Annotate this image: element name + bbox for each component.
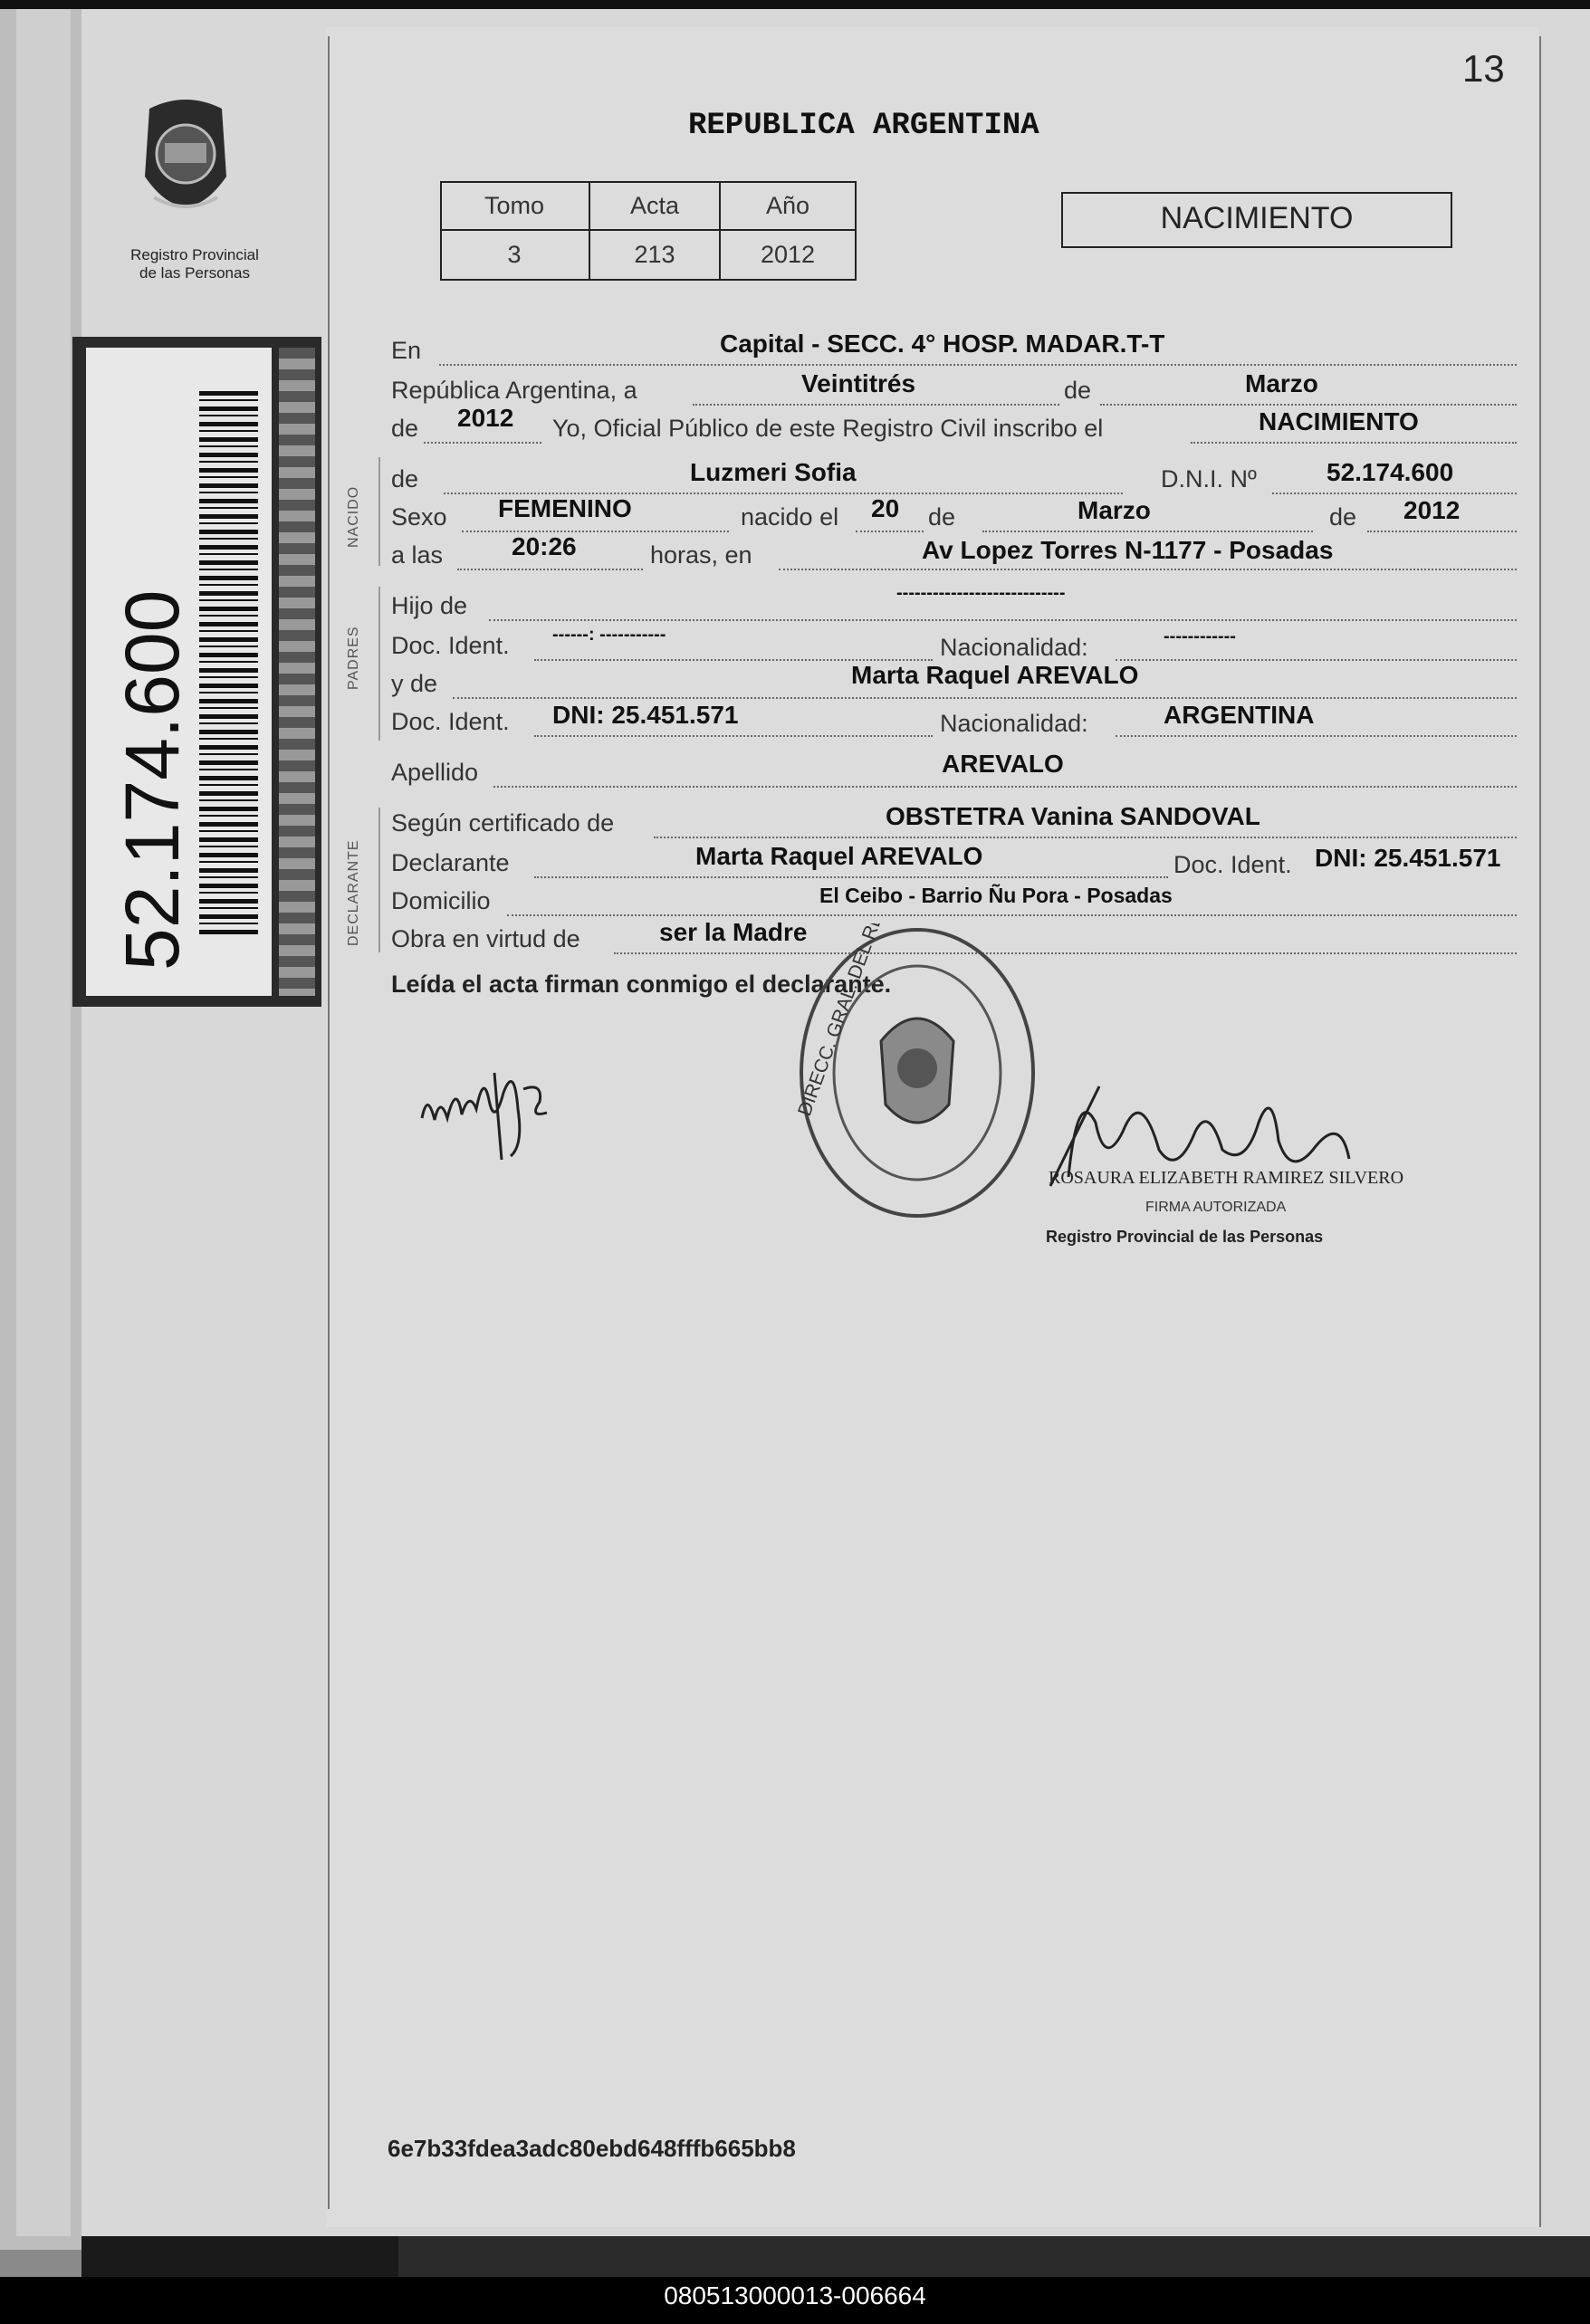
lugar: Av Lopez Torres N-1177 - Posadas <box>922 536 1334 564</box>
registry-table-divider <box>440 229 855 231</box>
obra-dots <box>614 952 1517 954</box>
logo-caption-2: de las Personas <box>139 264 250 282</box>
page-lower-edge-shade <box>398 2236 1590 2277</box>
nacido-label: nacido el <box>741 503 839 531</box>
registry-header-tomo: Tomo <box>484 192 545 219</box>
nac1-label: Nacionalidad: <box>940 634 1088 661</box>
de-label: de <box>1064 377 1092 404</box>
de4-label: de <box>928 503 956 531</box>
doc1-value: ------: ----------- <box>552 625 666 645</box>
province-logo <box>136 91 235 226</box>
mes-nac: Marzo <box>1078 496 1151 524</box>
de5-label: de <box>1329 503 1357 531</box>
declarante: Marta Raquel AREVALO <box>695 842 983 870</box>
registry-table <box>440 181 857 281</box>
page-number: 13 <box>1462 47 1505 90</box>
madre-dots <box>453 697 1517 699</box>
domicilio: El Ceibo - Barrio Ñu Pora - Posadas <box>819 884 1173 907</box>
certificado-dots <box>654 837 1517 838</box>
inscripcion: NACIMIENTO <box>1259 407 1419 435</box>
republica-label: República Argentina, a <box>391 377 637 404</box>
dia-nac-dots <box>856 531 924 532</box>
certificado: OBSTETRA Vanina SANDOVAL <box>886 802 1260 830</box>
official-org: Registro Provincial de las Personas <box>1046 1228 1324 1246</box>
right-margin-line <box>1539 36 1541 2227</box>
doc2-label: Doc. Ident. <box>391 708 510 735</box>
mes-acta-dots <box>1100 404 1517 406</box>
yo-text: Yo, Oficial Público de este Registro Civil inscribo el <box>552 415 1104 442</box>
barcode <box>199 391 258 934</box>
apellido-dots <box>493 786 1517 788</box>
declarante-dots <box>534 876 1168 878</box>
inscripcion-dots <box>1191 442 1517 444</box>
doc3-value: DNI: 25.451.571 <box>1315 844 1501 872</box>
act-type: NACIMIENTO <box>1160 201 1354 235</box>
doc2-value: DNI: 25.451.571 <box>552 701 739 729</box>
sexo-label: Sexo <box>391 503 447 531</box>
book-spine-inner <box>16 9 71 2236</box>
alas-label: a las <box>391 541 444 569</box>
certificado-label: Según certificado de <box>391 809 615 837</box>
doc1-label: Doc. Ident. <box>391 632 510 659</box>
domicilio-label: Domicilio <box>391 887 491 914</box>
declarante-bracket <box>378 808 380 952</box>
apellido: AREVALO <box>942 750 1064 778</box>
footer-code: 080513000013-006664 <box>664 2281 926 2310</box>
declarante-label: Declarante <box>391 849 510 876</box>
id-strip-number: 52.174.600 <box>110 589 195 971</box>
registry-header-anio: Año <box>765 192 810 219</box>
top-edge <box>0 0 1590 9</box>
doc3-label: Doc. Ident. <box>1173 851 1292 878</box>
left-margin-line <box>328 36 330 2209</box>
apellido-label: Apellido <box>391 759 479 786</box>
document-hash: 6e7b33fdea3adc80ebd648fffb665bb8 <box>388 2135 796 2162</box>
anio-acta-dots <box>424 442 541 444</box>
section-label-padres: PADRES <box>346 626 361 690</box>
section-label-declarante: DECLARANTE <box>346 839 361 946</box>
official-name: ROSAURA ELIZABETH RAMIREZ SILVERO <box>1049 1168 1404 1188</box>
nac2-dots <box>1116 735 1517 737</box>
padres-bracket <box>378 587 380 741</box>
en-dots <box>439 364 1517 366</box>
obra-label: Obra en virtud de <box>391 925 580 952</box>
de2-label: de <box>391 415 419 442</box>
mes-acta: Marzo <box>1245 369 1318 397</box>
nac1-dots <box>1116 659 1517 661</box>
horas-label: horas, en <box>650 541 752 569</box>
registry-value-anio: 2012 <box>760 241 816 268</box>
hora-dots <box>457 569 643 570</box>
registry-value-tomo: 3 <box>507 241 522 268</box>
sexo-dots <box>462 531 729 532</box>
official-seal <box>795 923 1039 1222</box>
hijo-dots <box>489 619 1517 621</box>
section-label-nacido: NACIDO <box>346 485 361 548</box>
nombre: Luzmeri Sofia <box>690 458 857 486</box>
anio-nac: 2012 <box>1403 496 1461 524</box>
id-strip <box>72 337 321 1007</box>
hijo-value: ---------------------------- <box>896 583 1066 603</box>
nacido-bracket <box>378 457 380 566</box>
official-role: FIRMA AUTORIZADA <box>1145 1200 1287 1215</box>
yde-label: y de <box>391 670 438 697</box>
page-title: REPUBLICA ARGENTINA <box>688 109 1039 143</box>
nac2-value: ARGENTINA <box>1164 701 1315 729</box>
id-strip-pattern <box>279 348 315 996</box>
dia-texto: Veintitrés <box>801 369 916 397</box>
obra: ser la Madre <box>659 918 808 946</box>
dia-dots <box>693 404 1059 406</box>
mes-nac-dots <box>982 531 1313 532</box>
closing-text: Leída el acta firman conmigo el declarante. <box>391 971 892 998</box>
registry-header-acta: Acta <box>629 192 680 219</box>
lugar-dots <box>779 569 1517 570</box>
de3-label: de <box>391 465 419 493</box>
anio-acta: 2012 <box>457 404 514 432</box>
declarant-signature <box>417 1055 570 1163</box>
en-label: En <box>391 337 422 364</box>
madre: Marta Raquel AREVALO <box>851 661 1139 689</box>
registry-value-acta: 213 <box>634 241 675 268</box>
nac1-value: ------------ <box>1164 626 1236 646</box>
domicilio-dots <box>507 914 1517 916</box>
logo-caption-1: Registro Provincial <box>130 246 259 263</box>
dni: 52.174.600 <box>1327 458 1454 486</box>
doc2-dots <box>534 735 933 737</box>
dni-dots <box>1272 493 1517 494</box>
hora: 20:26 <box>512 532 577 560</box>
hijo-label: Hijo de <box>391 592 468 619</box>
sexo: FEMENINO <box>498 494 632 522</box>
en-value: Capital - SECC. 4° HOSP. MADAR.T-T <box>720 330 1165 358</box>
dia-nac: 20 <box>871 494 900 522</box>
dni-label: D.N.I. Nº <box>1161 465 1257 493</box>
nac2-label: Nacionalidad: <box>940 710 1088 737</box>
anio-nac-dots <box>1367 531 1517 532</box>
